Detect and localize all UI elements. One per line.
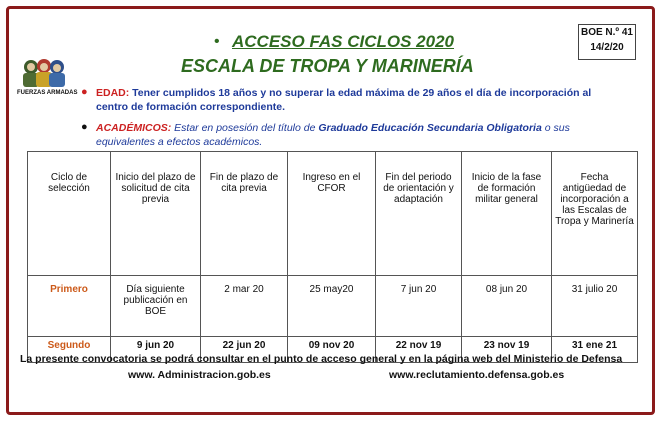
footer-note: La presente convocatoria se podrá consultar en el punto de acceso general y en la página web del Ministerio de Defensa (20, 353, 623, 365)
academic-degree: Graduado Educación Secundaria Obligatoria (318, 122, 542, 134)
admin-website-link[interactable]: www. Administracion.gob.es (128, 369, 271, 381)
academic-text-1: Estar en posesión del título de (171, 122, 319, 134)
table-cell: 31 julio 20 (552, 276, 638, 337)
table-row (28, 276, 638, 337)
table-cell: 22 jun 20 (201, 337, 288, 363)
requirement-academic (96, 121, 616, 149)
academic-text-2: o sus equivalentes a efectos académicos. (96, 122, 570, 148)
title-bullet: • (214, 33, 220, 50)
age-label: EDAD: (96, 87, 130, 99)
boe-date: 14/2/20 (590, 42, 624, 53)
table-cell: 31 ene 21 (552, 337, 638, 363)
header-cell: Inicio del plazo de solicitud de cita previa (111, 152, 201, 276)
age-bullet-icon: ● (81, 86, 88, 98)
cycle-cell: Primero (28, 276, 111, 337)
header-cell: Ciclo de selección (28, 152, 111, 276)
schedule-table (27, 151, 638, 363)
table-cell: 22 nov 19 (376, 337, 462, 363)
table-cell: 2 mar 20 (201, 276, 288, 337)
academic-bullet-icon: ● (81, 121, 88, 133)
logo-label: FUERZAS ARMADAS (17, 90, 78, 96)
table-cell: 23 nov 19 (462, 337, 552, 363)
table-cell: Día siguiente publicación en BOE (111, 276, 201, 337)
page-subtitle: ESCALA DE TROPA Y MARINERÍA (181, 56, 474, 76)
boe-number: BOE N.º 41 (580, 27, 633, 38)
header-cell: Fin de plazo de cita previa (201, 152, 288, 276)
table-cell: 7 jun 20 (376, 276, 462, 337)
header-cell: Fin del periodo de orientación y adaptación (376, 152, 462, 276)
header-cell: Ingreso en el CFOR (288, 152, 376, 276)
table-cell: 25 may20 (288, 276, 376, 337)
table-cell: 9 jun 20 (111, 337, 201, 363)
table-header-row (28, 152, 638, 276)
table-cell: 09 nov 20 (288, 337, 376, 363)
recruitment-website-link[interactable]: www.reclutamiento.defensa.gob.es (389, 369, 565, 381)
page-title: ACCESO FAS CICLOS 2020 (232, 32, 455, 51)
table-cell: 08 jun 20 (462, 276, 552, 337)
header-cell: Fecha antigüedad de incorporación a las Escalas de Tropa y Marinería (552, 152, 638, 276)
requirement-age (96, 86, 606, 114)
cycle-cell: Segundo (28, 337, 111, 363)
age-text: Tener cumplidos 18 años y no superar la edad máxima de 29 años el día de incorporación al centro de formación correspondiente. (96, 87, 592, 113)
academic-label: ACADÉMICOS: (96, 122, 172, 134)
header-cell: Inicio de la fase de formación militar general (462, 152, 552, 276)
boe-reference-box (578, 24, 636, 60)
